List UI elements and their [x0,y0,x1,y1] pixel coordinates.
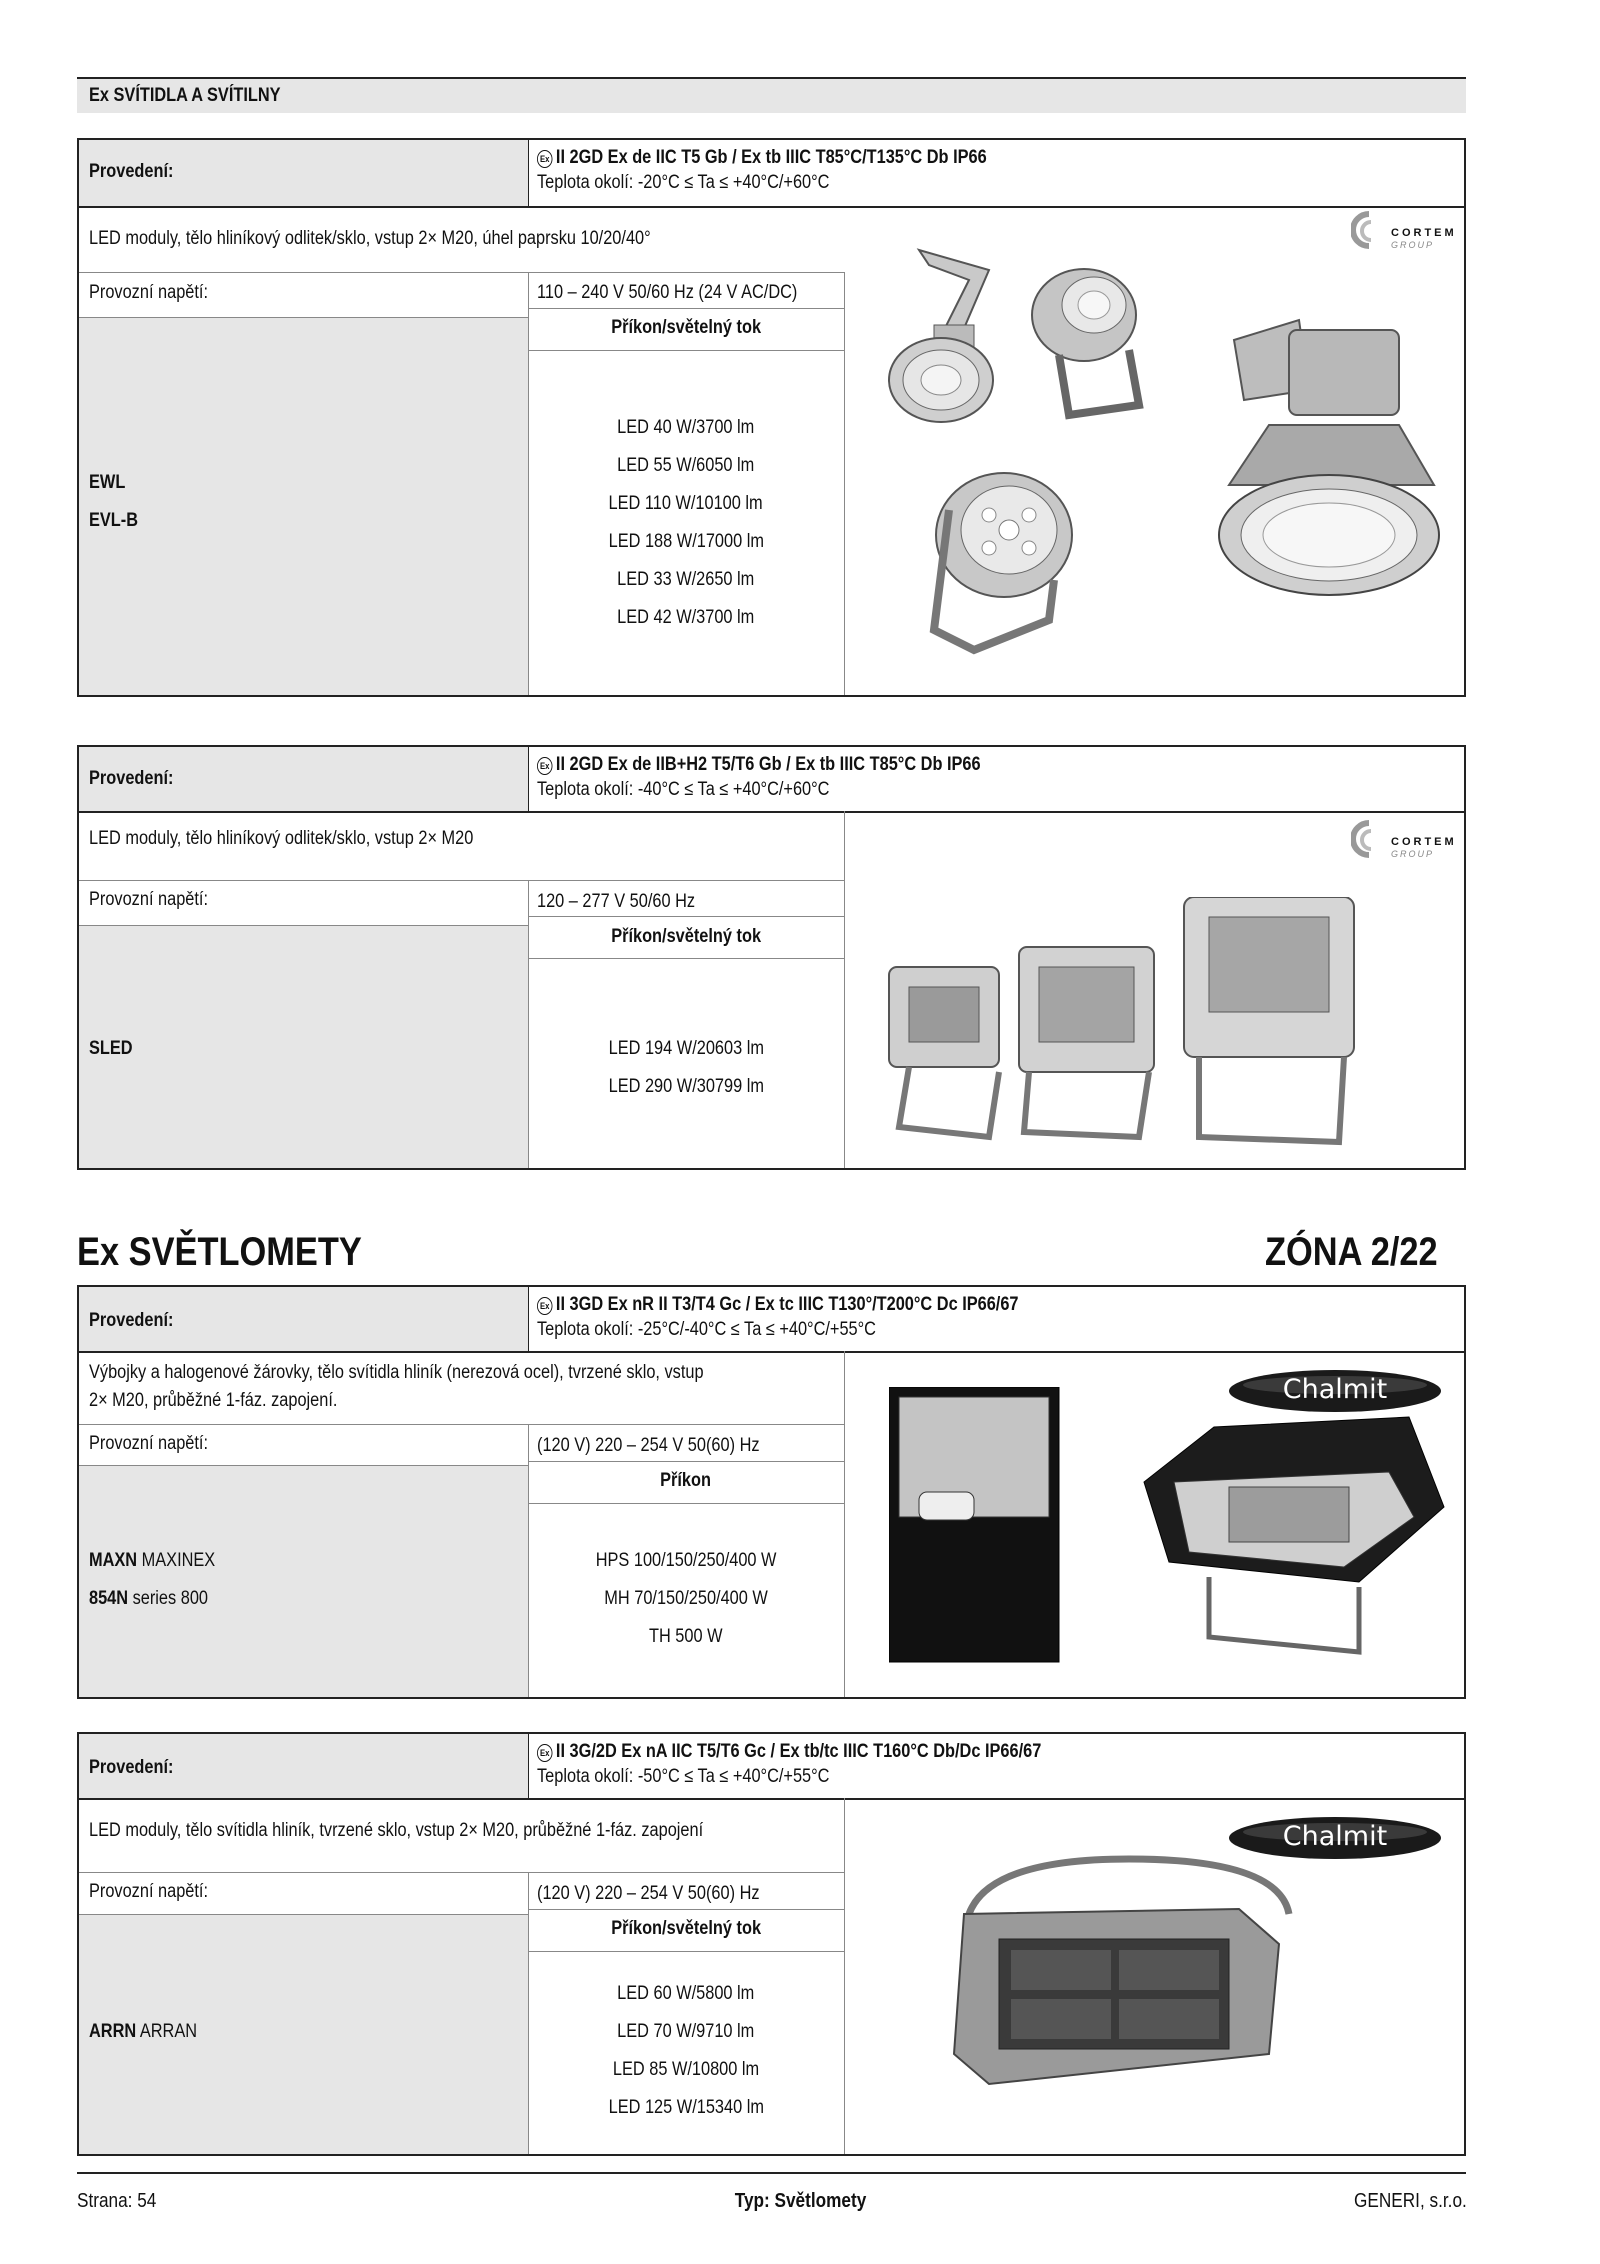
page-number: Strana: 54 [77,2190,157,2212]
luminaire-image [1032,269,1139,415]
zone-label: ZÓNA 2/22 [1265,1230,1438,1274]
ambient-temp: Teplota okolí: -25°C/-40°C ≤ Ta ≤ +40°C/+55°C [537,1319,876,1340]
ex-marking: Ex II 2GD Ex de IIB+H2 T5/T6 Gb / Ex tb IIIC T85°C Db IP66 [537,753,1053,777]
provedeni-label: Provedení: [89,161,174,182]
ex-symbol-icon: Ex [537,150,552,168]
model-cell [79,317,528,695]
ex-marking: Ex II 3GD Ex nR II T3/T4 Gc / Ex tc IIIC T130°/T200°C Dc IP66/67 [537,1293,1097,1317]
luminaire-image [889,250,993,422]
cortem-logo: CORTEM GROUP [1351,210,1451,260]
voltage-value: (120 V) 220 – 254 V 50(60) Hz [537,1883,760,1904]
description: Výbojky a halogenové žárovky, tělo svítidla hliník (nerezová ocel), tvrzené sklo, vstup [89,1362,704,1383]
section-header [77,79,1466,113]
section-title: Ex SVÍTIDLA A SVÍTILNY [89,85,281,106]
power-values: LED 40 W/3700 lm LED 55 W/6050 lm LED 110 W/10100 lm LED 188 W/17000 lm LED 33 W/2650 lm LED 42 W/3700 lm [608,417,764,628]
luminaire-image [934,473,1072,650]
voltage-label: Provozní napětí: [89,889,209,910]
model-entry: ARRN ARRAN [89,2021,198,2042]
chalmit-logo: Chalmit [1227,1814,1447,1862]
floodlight-image [1184,897,1354,1142]
chalmit-logo: Chalmit [1227,1367,1447,1415]
floodlight-image [1019,947,1154,1137]
provedeni-label: Provedení: [89,1310,174,1331]
power-values: LED 194 W/20603 lm LED 290 W/30799 lm [608,1038,764,1097]
description: LED moduly, tělo hliníkový odlitek/sklo, vstup 2× M20, úhel paprsku 10/20/40° [89,228,651,249]
model-cell [79,925,528,1168]
description: LED moduly, tělo svítidla hliník, tvrzené sklo, vstup 2× M20, průběžné 1-fáz. zapojení [89,1820,704,1841]
ambient-temp: Teplota okolí: -40°C ≤ Ta ≤ +40°C/+60°C [537,779,830,800]
model-cell [79,1465,528,1697]
ex-symbol-icon: Ex [537,1297,552,1315]
luminaire-image [1219,320,1439,595]
ex-symbol-icon: Ex [537,1744,552,1762]
product-block-ewl [77,138,1466,697]
product-block-arrn [77,1732,1466,2156]
provedeni-label: Provedení: [89,1757,174,1778]
cortem-logo: CORTEM GROUP [1351,819,1451,869]
voltage-value: 110 – 240 V 50/60 Hz (24 V AC/DC) [537,282,798,303]
footer-company: GENERI, s.r.o. [1354,2190,1467,2212]
footer-type: Typ: Světlomety [734,2190,866,2212]
voltage-label: Provozní napětí: [89,282,209,303]
model-entry: 854N series 800 [89,1588,209,1609]
power-values: LED 60 W/5800 lm LED 70 W/9710 lm LED 85 W/10800 lm LED 125 W/15340 lm [608,1983,764,2118]
power-header: Příkon/světelný tok [611,317,761,338]
product-block-maxn [77,1285,1466,1699]
product-photo-floodlights [879,897,1459,1157]
product-photo-led-floodlight [949,1854,1309,2094]
model-code: EVL-B [89,510,139,531]
ambient-temp: Teplota okolí: -20°C ≤ Ta ≤ +40°C/+60°C [537,172,830,193]
floodlight-image [889,967,999,1137]
section-title-svetlomety: Ex SVĚTLOMETY [77,1230,362,1274]
description: 2× M20, průběžné 1-fáz. zapojení. [89,1390,338,1411]
product-photo-floodlights [889,1387,1459,1687]
ex-marking: Ex II 3G/2D Ex nA IIC T5/T6 Gc / Ex tb/tc IIIC T160°C Db/Dc IP66/67 [537,1740,1123,1764]
model-code: EWL [89,472,126,493]
ex-marking: Ex II 2GD Ex de IIC T5 Gb / Ex tb IIIC T85°C/T135°C Db IP66 [537,146,1060,170]
product-photo-luminaires [879,230,1459,690]
ex-symbol-icon: Ex [537,757,552,775]
product-block-sled [77,745,1466,1170]
description: LED moduly, tělo hliníkový odlitek/sklo, vstup 2× M20 [89,828,474,849]
floodlight-image [1144,1417,1444,1652]
voltage-label: Provozní napětí: [89,1881,209,1902]
model-code: SLED [89,1038,133,1059]
power-header: Příkon/světelný tok [611,926,761,947]
voltage-value: 120 – 277 V 50/60 Hz [537,891,696,912]
footer-rule [77,2172,1466,2174]
voltage-label: Provozní napětí: [89,1433,209,1454]
floodlight-image [954,1859,1289,2084]
ambient-temp: Teplota okolí: -50°C ≤ Ta ≤ +40°C/+55°C [537,1766,830,1787]
provedeni-label: Provedení: [89,768,174,789]
power-header: Příkon/světelný tok [611,1918,761,1939]
voltage-value: (120 V) 220 – 254 V 50(60) Hz [537,1435,760,1456]
model-entry: MAXN MAXINEX [89,1550,216,1571]
power-header: Příkon [660,1470,712,1491]
floodlight-image [889,1387,1059,1662]
power-values: HPS 100/150/250/400 W MH 70/150/250/400 W TH 500 W [595,1550,777,1647]
